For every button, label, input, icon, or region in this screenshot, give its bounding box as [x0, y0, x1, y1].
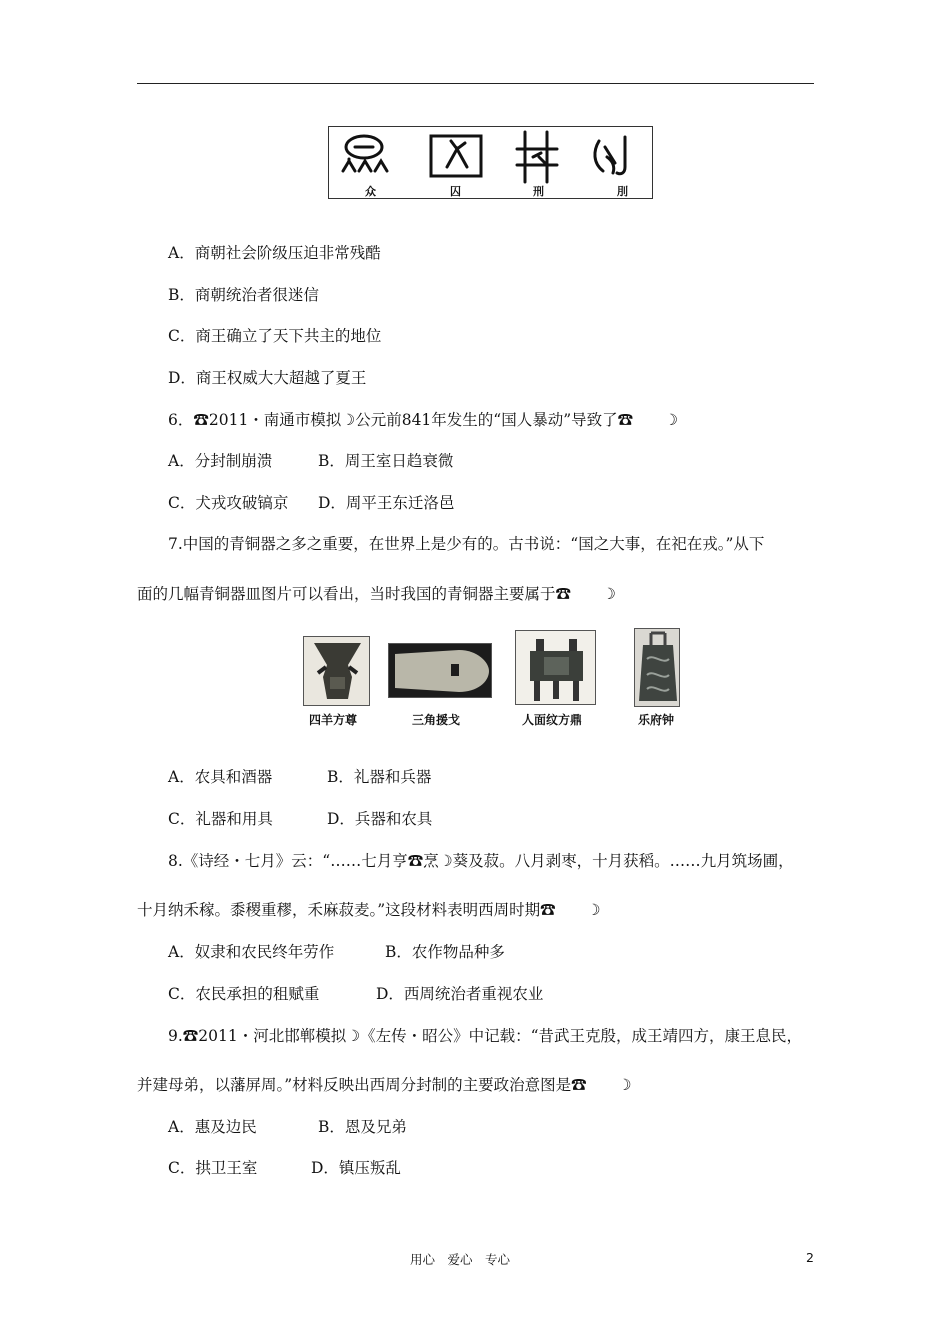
q9-options-ab: [168, 1117, 407, 1137]
ge-blade-icon: [389, 644, 492, 698]
bronze-bell-image: [634, 628, 680, 707]
q6-stem: 6．☎2011・南通市模拟☽公元前841年发生的“国人暴动”导致了☎ ☽: [168, 411, 679, 429]
oracle-caption-1: 众: [365, 185, 376, 198]
header-rule: [137, 83, 814, 84]
bronze-caption-3: 人面纹方鼎: [522, 713, 583, 727]
q6-option-d: D．周平王东迁洛邑: [318, 494, 455, 512]
q9-option-b: B．恩及兄弟: [318, 1118, 407, 1136]
q6-option-a: A．分封制崩溃: [168, 452, 273, 470]
q5-option-b: B．商朝统治者很迷信: [168, 286, 319, 304]
oracle-bone-figure: [328, 126, 653, 199]
q6-option-c: C．犬戎攻破镐京: [168, 494, 289, 512]
q5-option-c: C．商王确立了天下共主的地位: [168, 327, 382, 345]
q7-option-a: A．农具和酒器: [168, 768, 273, 786]
bronze-caption-1: 四羊方尊: [309, 713, 358, 727]
q7-option-b: B．礼器和兵器: [327, 768, 432, 786]
oracle-caption-2: 囚: [450, 185, 461, 198]
bronze-zun-image: [303, 636, 370, 706]
q8-stem-line2: 十月纳禾稼。黍稷重穋，禾麻菽麦。”这段材料表明西周时期☎ ☽: [137, 901, 601, 919]
q9-stem-line2: 并建母弟，以藩屏周。”材料反映出西周分封制的主要政治意图是☎ ☽: [137, 1076, 632, 1094]
q8-option-d: D．西周统治者重视农业: [376, 985, 544, 1003]
q9-option-a: A．惠及边民: [168, 1118, 257, 1136]
bell-icon: [635, 629, 680, 707]
q6-option-b: B．周王室日趋衰微: [318, 452, 454, 470]
q7-options-cd: [168, 809, 432, 829]
q5-option-a: A．商朝社会阶级压迫非常残酷: [168, 244, 381, 262]
q7-option-c: C．礼器和用具: [168, 810, 273, 828]
bronze-ge-image: [388, 643, 492, 698]
q9-stem-line1: 9.☎2011・河北邯郸模拟☽《左传・昭公》中记载：“昔武王克殷，成王靖四方，康王息民，: [168, 1027, 803, 1045]
q9-options-cd: [168, 1158, 401, 1178]
q8-option-c: C．农民承担的租赋重: [168, 985, 320, 1003]
q6-options-cd: [168, 493, 454, 513]
q9-option-d: D．镇压叛乱: [311, 1159, 401, 1177]
oracle-glyphs-drawing: [329, 127, 654, 200]
page-number: 2: [806, 1250, 814, 1265]
bronze-ding-image: [515, 630, 596, 705]
q6-options-ab: [168, 451, 453, 471]
oracle-caption-3: 刑: [533, 185, 544, 198]
oracle-caption-4: 刖: [617, 185, 628, 198]
q8-options-ab: [168, 942, 505, 962]
q8-option-a: A．奴隶和农民终年劳作: [168, 943, 335, 961]
q7-option-d: D．兵器和农具: [327, 810, 433, 828]
q5-option-d: D．商王权威大大超越了夏王: [168, 369, 367, 387]
q7-stem-line2: 面的几幅青铜器皿图片可以看出，当时我国的青铜器主要属于☎ ☽: [137, 585, 616, 603]
q8-options-cd: [168, 984, 543, 1004]
q8-stem-line1: 8.《诗经・七月》云：“……七月亨☎烹☽葵及菽。八月剥枣，十月获稻。……九月筑场圃，: [168, 852, 794, 870]
q7-options-ab: [168, 767, 431, 787]
ding-cauldron-icon: [516, 631, 596, 705]
zun-vessel-icon: [304, 637, 370, 706]
q8-option-b: B．农作物品种多: [385, 943, 505, 961]
q7-stem-line1: 7.中国的青铜器之多之重要，在世界上是少有的。古书说：“国之大事，在祀在戎。”从下: [168, 535, 765, 553]
footer-motto: 用心 爱心 专心: [410, 1252, 511, 1267]
q9-option-c: C．拱卫王室: [168, 1159, 258, 1177]
bronze-caption-2: 三角援戈: [412, 713, 461, 727]
bronze-caption-4: 乐府钟: [638, 713, 675, 727]
